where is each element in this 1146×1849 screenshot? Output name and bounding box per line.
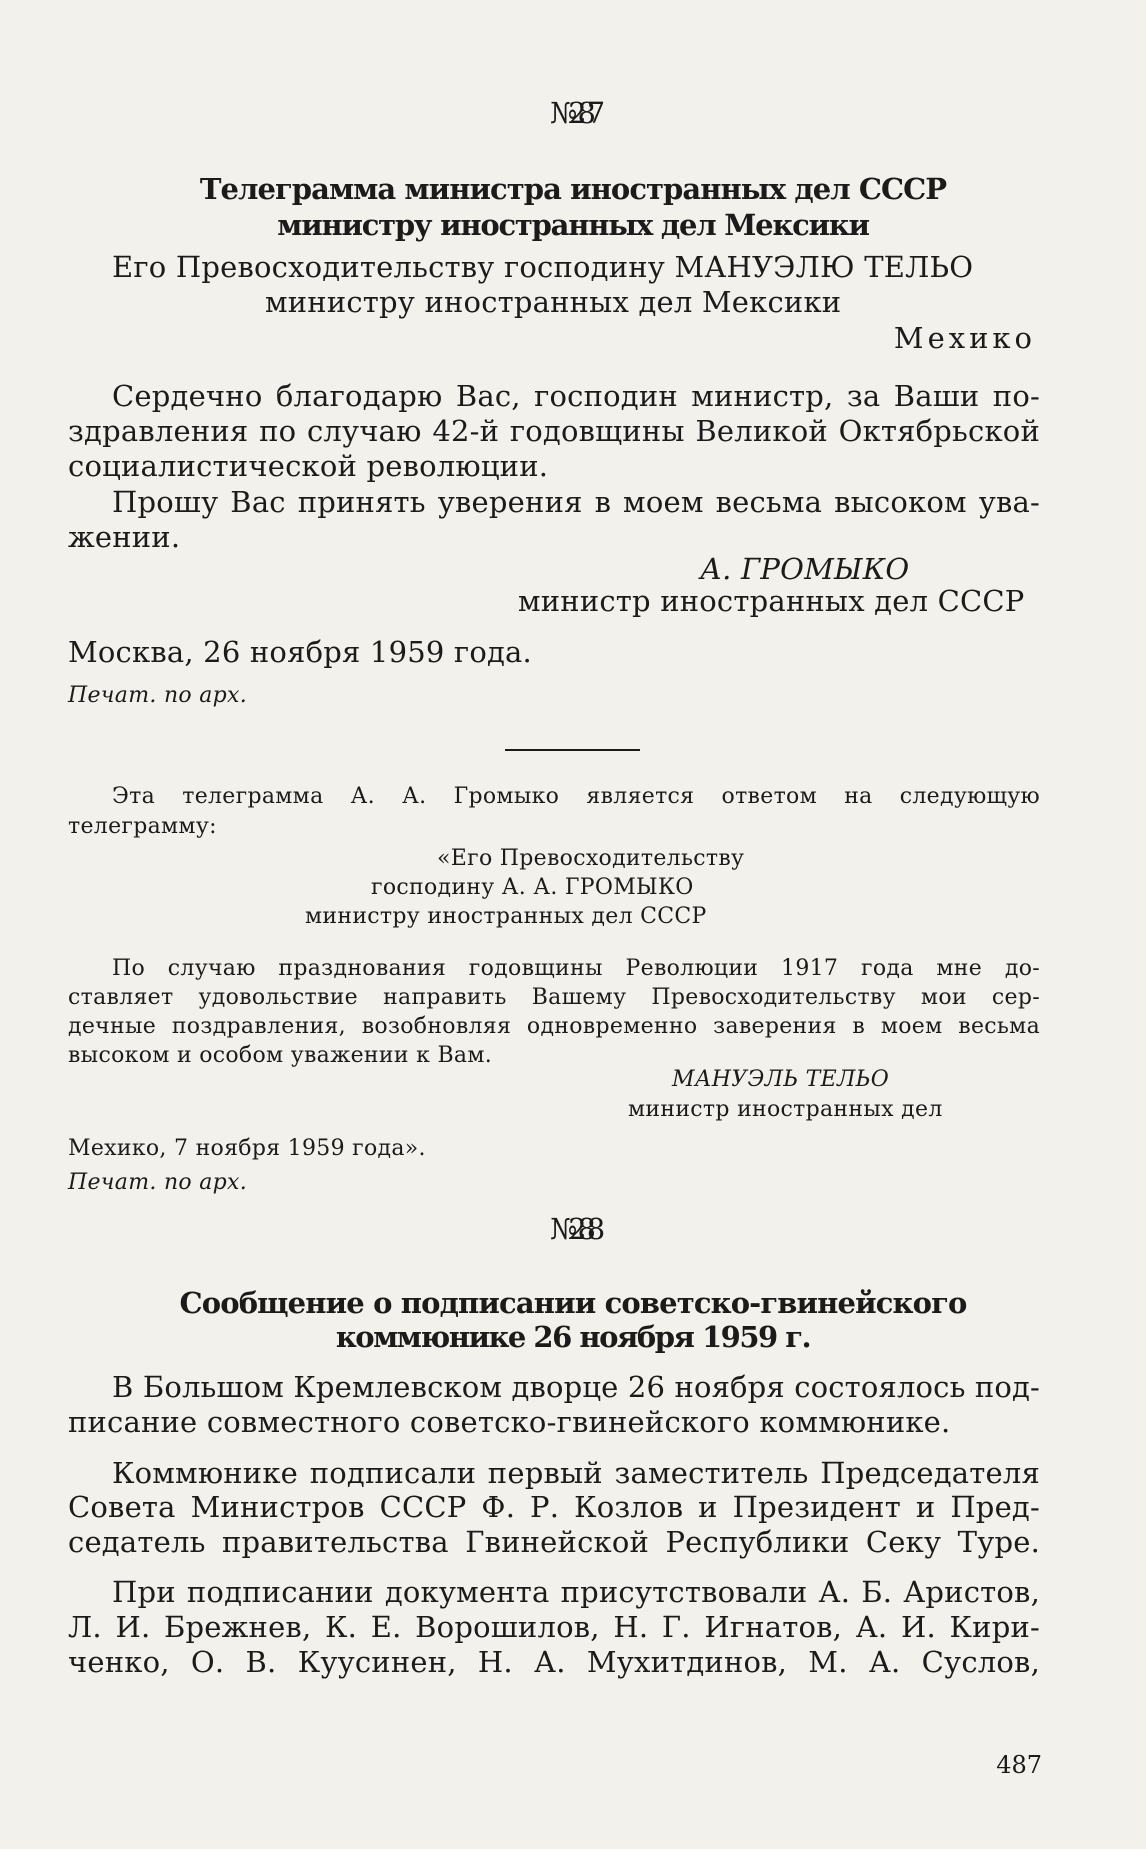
note-signature-title: министр иностранных дел [628, 1097, 943, 1122]
paragraph-line: жении. [68, 520, 181, 554]
note-body-line: ставляет удовольствие направить Вашему Превосходительству мои сер- [68, 985, 1040, 1010]
doc-287-city: Мехико [893, 321, 1036, 355]
doc-287-signature: А. ГРОМЫКО [700, 552, 910, 586]
doc-288-number: № 288 [549, 1212, 596, 1246]
note-body-line: По случаю празднования годовщины Революции 1917 года мне до- [112, 956, 1040, 981]
note-intro-line: Эта телеграмма А. А. Громыко является ответом на следующую [112, 784, 1040, 809]
paragraph-line: здравления по случаю 42-й годовщины Великой Октябрьской [68, 414, 1040, 448]
note-source: Печат. по арх. [68, 1170, 248, 1195]
doc-287-source: Печат. по арх. [68, 683, 248, 708]
paragraph-line: При подписании документа присутствовали А. Б. Аристов, [112, 1575, 1040, 1609]
page-number: 487 [996, 1751, 1042, 1779]
paragraph-line: ченко, О. В. Куусинен, Н. А. Мухитдинов, М. А. Суслов, [68, 1645, 1040, 1679]
doc-287-address-line-1: Его Превосходительству господину МАНУЭЛЮ ТЕЛЬО [112, 250, 974, 284]
doc-287-title-line-1: Телеграмма министра иностранных дел СССР [199, 172, 947, 206]
paragraph-line: Совета Министров СССР Ф. Р. Козлов и Президент и Пред- [68, 1490, 1040, 1524]
paragraph-line: социалистической революции. [68, 449, 549, 483]
note-body-line: высоком и особом уважении к Вам. [68, 1043, 493, 1068]
note-address-line: господину А. А. ГРОМЫКО [371, 875, 694, 900]
section-divider [505, 749, 640, 751]
doc-287-address-line-2: министру иностранных дел Мексики [265, 285, 842, 319]
paragraph-line: Коммюнике подписали первый заместитель Председателя [112, 1456, 1040, 1490]
doc-287-signature-title: министр иностранных дел СССР [518, 584, 1025, 618]
paragraph-line: Сердечно благодарю Вас, господин министр, за Ваши по- [112, 379, 1040, 413]
note-signature: МАНУЭЛЬ ТЕЛЬО [672, 1067, 890, 1092]
paragraph-line: Прошу Вас принять уверения в моем весьма высоком ува- [112, 485, 1040, 519]
note-address-line: министру иностранных дел СССР [305, 904, 707, 929]
note-intro-line: телеграмму: [68, 814, 217, 839]
note-address-line: «Его Превосходительству [437, 846, 745, 871]
note-date-place: Мехико, 7 ноября 1959 года». [68, 1136, 426, 1161]
paragraph-line: писание совместного советско-гвинейского коммюнике. [68, 1405, 951, 1439]
doc-287-number: № 287 [549, 96, 596, 130]
paragraph-line: седатель правительства Гвинейской Республики Секу Туре. [68, 1525, 1040, 1559]
note-body-line: дечные поздравления, возобновляя одновременно заверения в моем весьма [68, 1014, 1040, 1039]
doc-288-title-line-2: коммюнике 26 ноября 1959 г. [335, 1320, 811, 1354]
doc-287-title-line-2: министру иностранных дел Мексики [277, 208, 869, 242]
paragraph-line: В Большом Кремлевском дворце 26 ноября состоялось под- [112, 1370, 1040, 1404]
doc-287-date-place: Москва, 26 ноября 1959 года. [68, 635, 532, 669]
doc-288-title-line-1: Сообщение о подписании советско-гвинейского [179, 1286, 967, 1320]
paragraph-line: Л. И. Брежнев, К. Е. Ворошилов, Н. Г. Игнатов, А. И. Кири- [68, 1610, 1040, 1644]
